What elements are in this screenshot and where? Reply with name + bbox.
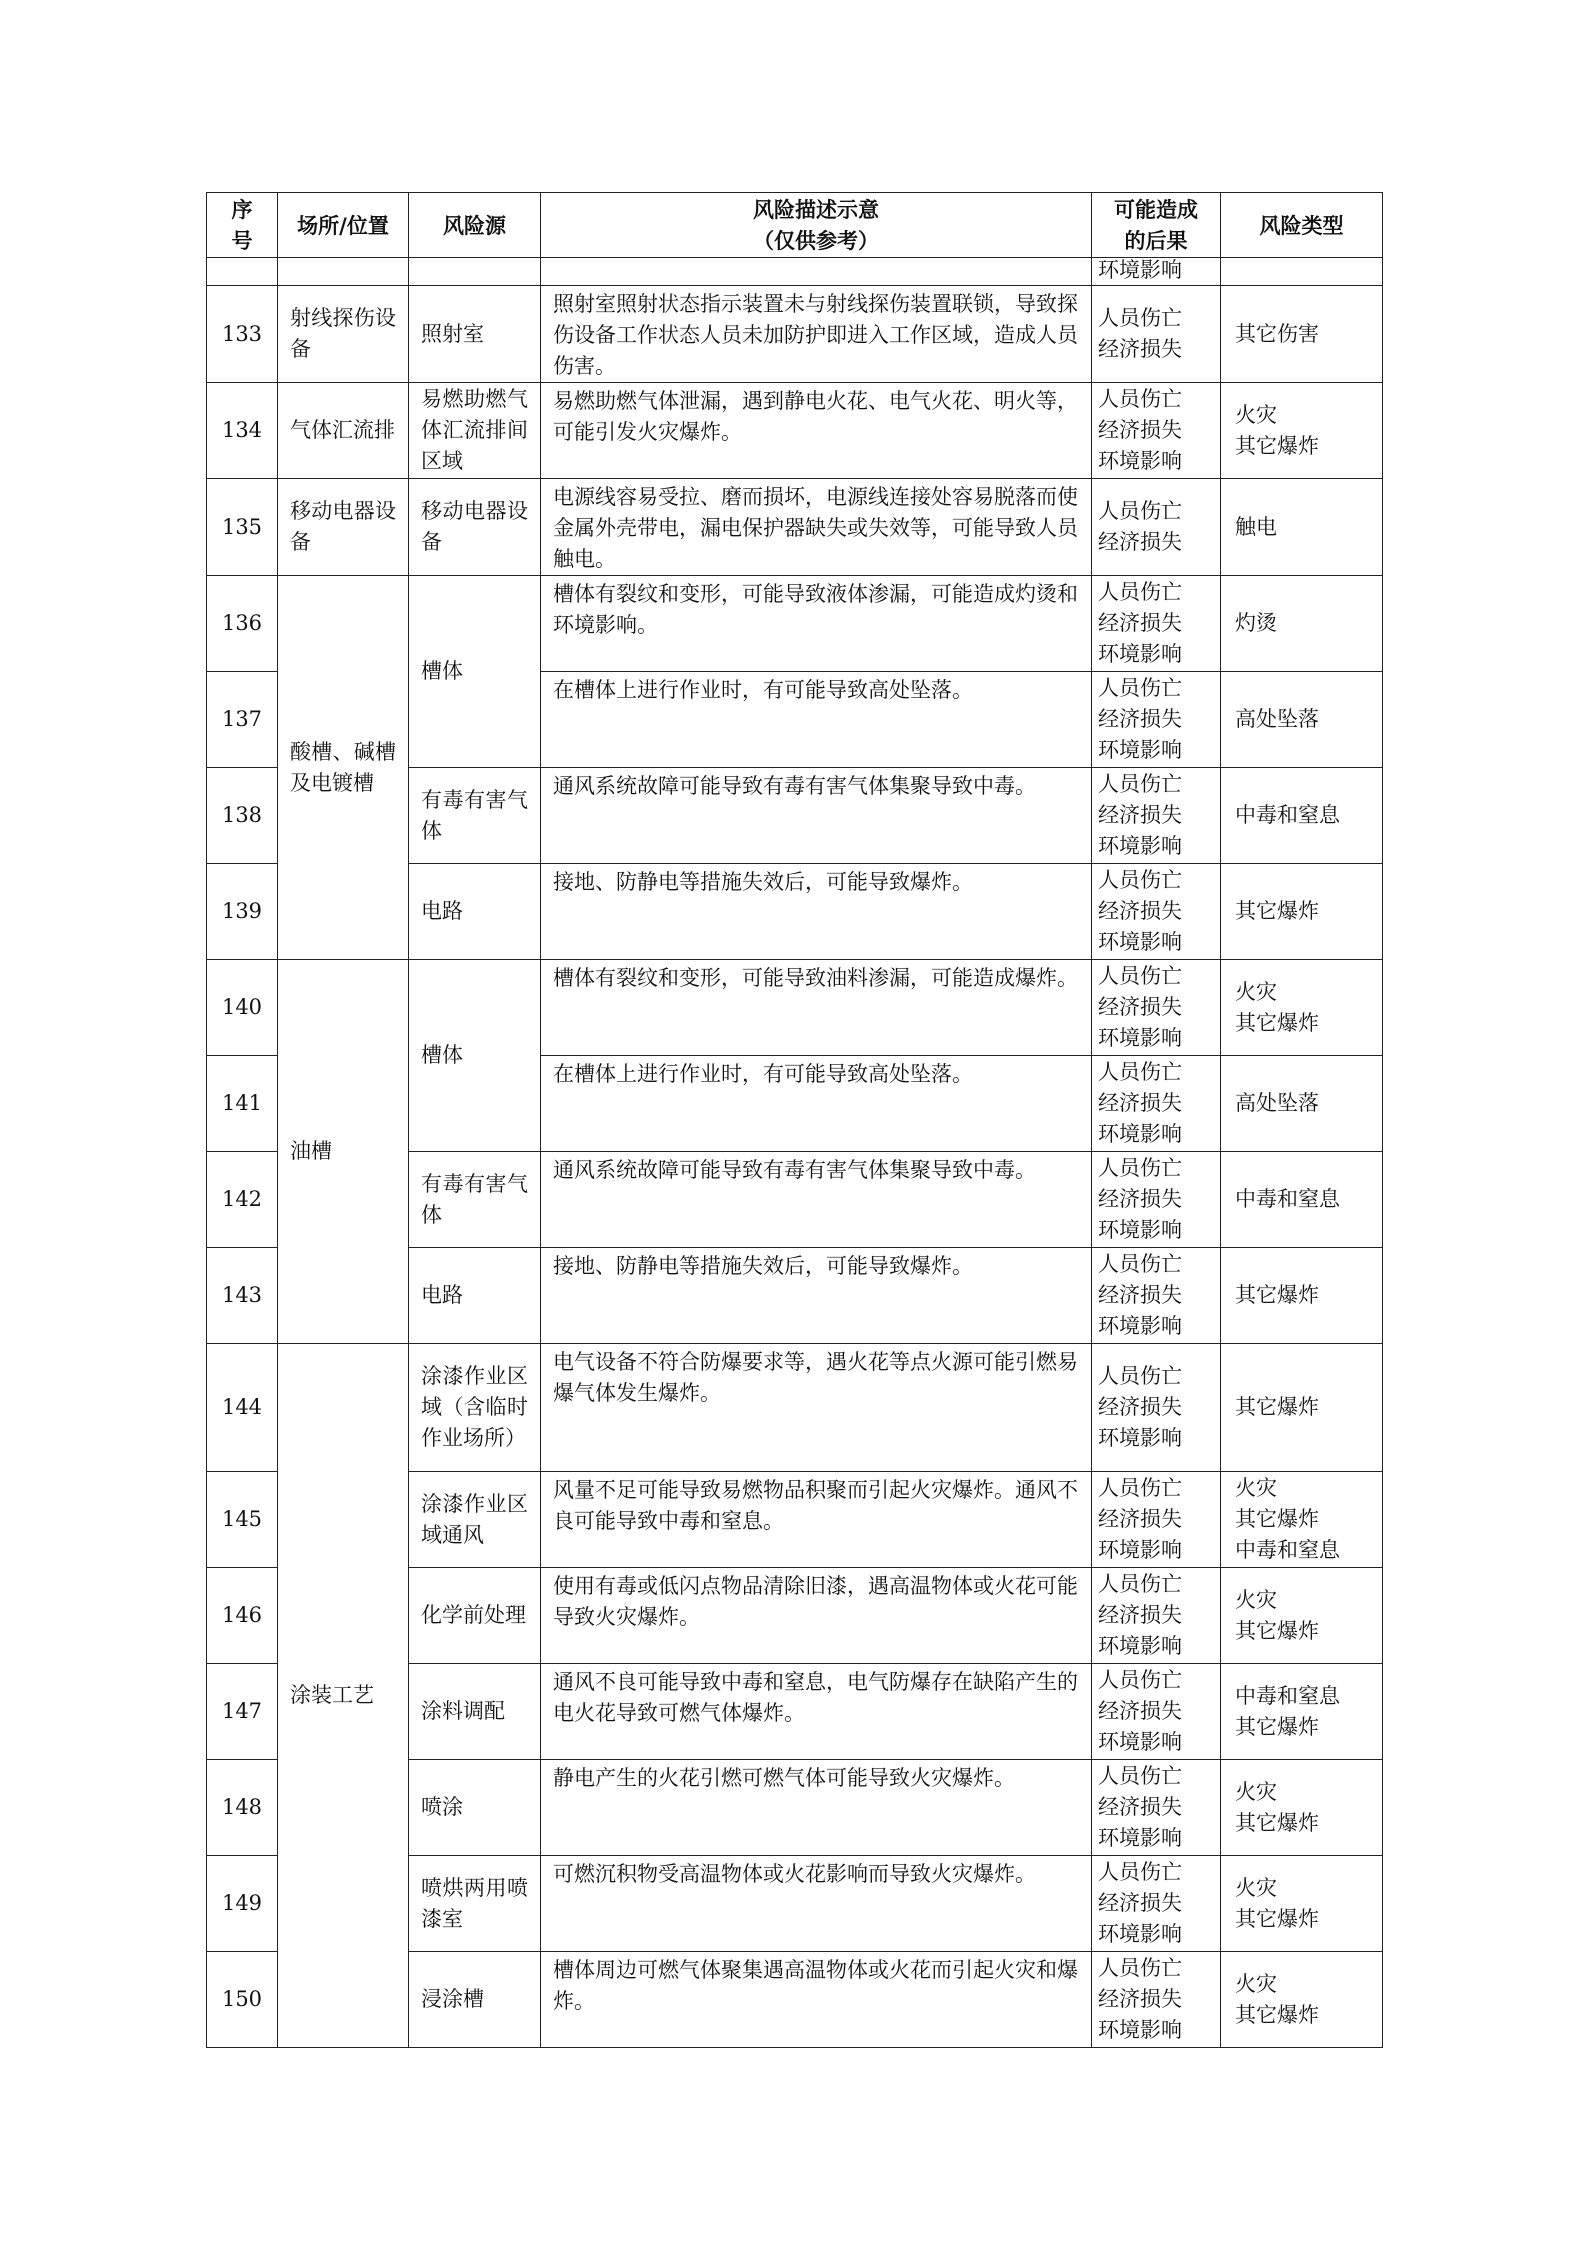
cell-source: 化学前处理: [409, 1568, 541, 1664]
cell-description: 接地、防静电等措施失效后，可能导致爆炸。: [541, 864, 1092, 960]
consequence-line: 人员伤亡: [1098, 1252, 1182, 1276]
consequence-line: 经济损失: [1098, 707, 1182, 731]
cell-risk-type: [1221, 286, 1383, 383]
cell-site: 涂装工艺: [278, 1344, 409, 2048]
consequence-line: 经济损失: [1098, 1603, 1182, 1627]
cell-consequence: [1092, 960, 1221, 1056]
risk-type-line: 火灾: [1235, 402, 1277, 427]
risk-type-line: 其它爆炸: [1235, 1906, 1319, 1931]
cell-no: 144: [207, 1344, 278, 1472]
cell-no: 146: [207, 1568, 278, 1664]
cell-consequence: [1092, 1568, 1221, 1664]
risk-type-line: 其它爆炸: [1235, 1810, 1319, 1835]
cell-risk-type: [1221, 1952, 1383, 2048]
consequence-line: 人员伤亡: [1098, 499, 1182, 523]
consequence-line: 经济损失: [1098, 1091, 1182, 1115]
cell-consequence: [1092, 1472, 1221, 1568]
cell-site: 射线探伤设备: [278, 286, 409, 383]
header-consequence: 可能造成 的后果: [1092, 193, 1221, 258]
cell-no: 147: [207, 1664, 278, 1760]
cell-no: 135: [207, 479, 278, 576]
risk-type-line: 中毒和窒息: [1235, 803, 1340, 827]
cell-description: 通风系统故障可能导致有毒有害气体集聚导致中毒。: [541, 1152, 1092, 1248]
cell-consequence: [1092, 286, 1221, 383]
risk-type-line: 其它爆炸: [1235, 1618, 1319, 1643]
risk-type-line: 其它伤害: [1235, 321, 1319, 346]
risk-type-line: 其它爆炸: [1235, 2002, 1319, 2027]
cell-risk-type: [1221, 1152, 1383, 1248]
cell-no: [207, 258, 278, 286]
consequence-line: 经济损失: [1098, 1395, 1182, 1419]
cell-description: 槽体有裂纹和变形，可能导致油料渗漏，可能造成爆炸。: [541, 960, 1092, 1056]
cell-no: 140: [207, 960, 278, 1056]
cell-source: 照射室: [409, 286, 541, 383]
cell-description: 使用有毒或低闪点物品清除旧漆，遇高温物体或火花可能导致火灾爆炸。: [541, 1568, 1092, 1664]
consequence-line: 人员伤亡: [1098, 1476, 1182, 1500]
cell-source: 喷烘两用喷漆室: [409, 1856, 541, 1952]
consequence-line: 环境影响: [1098, 1730, 1182, 1754]
cell-description: 电气设备不符合防爆要求等，遇火花等点火源可能引燃易爆气体发生爆炸。: [541, 1344, 1092, 1472]
consequence-line: 经济损失: [1098, 1187, 1182, 1211]
table-row: [207, 286, 1383, 383]
consequence-line: 经济损失: [1098, 1795, 1182, 1819]
header-description: 风险描述示意 （仅供参考）: [541, 193, 1092, 258]
consequence-line: 经济损失: [1098, 337, 1182, 361]
header-site: 场所/位置: [278, 193, 409, 258]
risk-type-line: 其它爆炸: [1235, 433, 1319, 458]
risk-type-line: 中毒和窒息: [1235, 1683, 1340, 1708]
cell-risk-type: [1221, 864, 1383, 960]
consequence-line: 经济损失: [1098, 803, 1182, 827]
cell-no: 148: [207, 1760, 278, 1856]
consequence-line: 人员伤亡: [1098, 1572, 1182, 1596]
consequence-line: 环境影响: [1098, 1314, 1182, 1338]
consequence-line: 经济损失: [1098, 1987, 1182, 2011]
cell-risk-type: [1221, 672, 1383, 768]
cell-no: 136: [207, 576, 278, 672]
consequence-line: 人员伤亡: [1098, 868, 1182, 892]
header-row: [207, 193, 1383, 258]
cell-source: 浸涂槽: [409, 1952, 541, 2048]
cell-risk-type: [1221, 1472, 1383, 1568]
risk-type-line: 火灾: [1235, 1875, 1277, 1900]
consequence-line: 经济损失: [1098, 899, 1182, 923]
consequence-line: 环境影响: [1098, 1634, 1182, 1658]
cell-risk-type: [1221, 479, 1383, 576]
cell-source: [409, 258, 541, 286]
table-row: [207, 960, 1383, 1056]
consequence-line: 环境影响: [1098, 834, 1182, 858]
header-source: 风险源: [409, 193, 541, 258]
consequence-line: 经济损失: [1098, 418, 1182, 442]
consequence-line: 环境影响: [1098, 930, 1182, 954]
cell-risk-type: [1221, 383, 1383, 479]
cell-consequence: [1092, 1760, 1221, 1856]
risk-type-line: 火灾: [1235, 1779, 1277, 1804]
consequence-line: 人员伤亡: [1098, 306, 1182, 330]
cell-source: 有毒有害气体: [409, 768, 541, 864]
cell-source: 移动电器设备: [409, 479, 541, 576]
cell-source: 涂漆作业区域通风: [409, 1472, 541, 1568]
cell-description: 接地、防静电等措施失效后，可能导致爆炸。: [541, 1248, 1092, 1344]
cell-consequence: [1092, 1664, 1221, 1760]
cell-consequence: [1092, 864, 1221, 960]
cell-site: 气体汇流排: [278, 383, 409, 479]
consequence-line: 人员伤亡: [1098, 1156, 1182, 1180]
cell-consequence: [1092, 383, 1221, 479]
cell-description: 易燃助燃气体泄漏，遇到静电火花、电气火花、明火等，可能引发火灾爆炸。: [541, 383, 1092, 479]
consequence-line: 经济损失: [1098, 1507, 1182, 1531]
table-row: [207, 479, 1383, 576]
cell-site: 油槽: [278, 960, 409, 1344]
risk-type-line: 其它爆炸: [1235, 1010, 1319, 1035]
cell-description: 槽体周边可燃气体聚集遇高温物体或火花而引起火灾和爆炸。: [541, 1952, 1092, 2048]
consequence-line: 环境影响: [1098, 738, 1182, 762]
cell-description: 照射室照射状态指示装置未与射线探伤装置联锁，导致探伤设备工作状态人员未加防护即进入工作区域，造成人员伤害。: [541, 286, 1092, 383]
consequence-line: 环境影响: [1098, 1122, 1182, 1146]
consequence-line: 人员伤亡: [1098, 1364, 1182, 1388]
cell-no: 142: [207, 1152, 278, 1248]
cell-no: 149: [207, 1856, 278, 1952]
risk-type-line: 高处坠落: [1235, 1091, 1319, 1115]
risk-type-line: 灼烫: [1235, 611, 1277, 635]
cell-site: [278, 258, 409, 286]
risk-type-line: 中毒和窒息: [1235, 1187, 1340, 1211]
cell-risk-type: [1221, 1056, 1383, 1152]
risk-type-line: 中毒和窒息: [1235, 1538, 1340, 1562]
cell-description: [541, 258, 1092, 286]
cell-no: 143: [207, 1248, 278, 1344]
cell-consequence: [1092, 1152, 1221, 1248]
cell-no: 137: [207, 672, 278, 768]
risk-type-line: 其它爆炸: [1235, 899, 1319, 923]
cell-no: 145: [207, 1472, 278, 1568]
cell-no: 139: [207, 864, 278, 960]
cell-no: 141: [207, 1056, 278, 1152]
cell-consequence: [1092, 1248, 1221, 1344]
cell-risk-type: [1221, 1344, 1383, 1472]
cell-consequence: [1092, 1344, 1221, 1472]
cell-consequence: [1092, 576, 1221, 672]
cell-source: 涂料调配: [409, 1664, 541, 1760]
cell-source: 有毒有害气体: [409, 1152, 541, 1248]
cell-risk-type: [1221, 576, 1383, 672]
consequence-line: 环境影响: [1098, 1026, 1182, 1050]
cell-description: 可燃沉积物受高温物体或火花影响而导致火灾爆炸。: [541, 1856, 1092, 1952]
cell-description: 槽体有裂纹和变形，可能导致液体渗漏，可能造成灼烫和环境影响。: [541, 576, 1092, 672]
cell-description: 静电产生的火花引燃可燃气体可能导致火灾爆炸。: [541, 1760, 1092, 1856]
cell-description: 通风不良可能导致中毒和窒息，电气防爆存在缺陷产生的电火花导致可燃气体爆炸。: [541, 1664, 1092, 1760]
cell-source: 槽体: [409, 960, 541, 1152]
consequence-line: 环境影响: [1098, 2018, 1182, 2042]
cell-risk-type: [1221, 1760, 1383, 1856]
risk-type-line: 其它爆炸: [1235, 1507, 1319, 1531]
cell-source: 喷涂: [409, 1760, 541, 1856]
cell-no: 138: [207, 768, 278, 864]
consequence-line: 经济损失: [1098, 611, 1182, 635]
cell-description: 电源线容易受拉、磨而损坏，电源线连接处容易脱落而使金属外壳带电，漏电保护器缺失或失效等，可能导致人员触电。: [541, 479, 1092, 576]
table-row-continued: [207, 258, 1383, 286]
cell-no: 133: [207, 286, 278, 383]
consequence-line: 人员伤亡: [1098, 964, 1182, 988]
consequence-line: 环境影响: [1098, 449, 1182, 473]
consequence-line: 经济损失: [1098, 530, 1182, 554]
consequence-line: 人员伤亡: [1098, 676, 1182, 700]
risk-type-line: 其它爆炸: [1235, 1395, 1319, 1419]
table-row: [207, 383, 1383, 479]
cell-source: 涂漆作业区域（含临时作业场所）: [409, 1344, 541, 1472]
cell-source: 电路: [409, 864, 541, 960]
cell-risk-type: [1221, 768, 1383, 864]
cell-description: 风量不足可能导致易燃物品积聚而引起火灾爆炸。通风不良可能导致中毒和窒息。: [541, 1472, 1092, 1568]
risk-type-line: 火灾: [1235, 1476, 1277, 1500]
risk-type-line: 触电: [1235, 514, 1277, 539]
consequence-line: 人员伤亡: [1098, 1668, 1182, 1692]
cell-consequence: 环境影响: [1092, 258, 1221, 286]
cell-risk-type: [1221, 1568, 1383, 1664]
cell-site: 酸槽、碱槽及电镀槽: [278, 576, 409, 960]
cell-description: 在槽体上进行作业时，有可能导致高处坠落。: [541, 672, 1092, 768]
cell-consequence: [1092, 479, 1221, 576]
consequence-line: 环境影响: [1098, 1538, 1182, 1562]
consequence-line: 经济损失: [1098, 1699, 1182, 1723]
cell-no: 150: [207, 1952, 278, 2048]
cell-source: 槽体: [409, 576, 541, 768]
cell-consequence: [1092, 1056, 1221, 1152]
risk-table: [206, 192, 1383, 2048]
header-no: 序 号: [207, 193, 278, 258]
cell-source: 电路: [409, 1248, 541, 1344]
consequence-line: 人员伤亡: [1098, 1956, 1182, 1980]
cell-risk-type: [1221, 1248, 1383, 1344]
consequence-line: 人员伤亡: [1098, 1060, 1182, 1084]
consequence-line: 经济损失: [1098, 995, 1182, 1019]
consequence-line: 人员伤亡: [1098, 387, 1182, 411]
consequence-line: 环境影响: [1098, 1826, 1182, 1850]
cell-consequence: [1092, 768, 1221, 864]
header-risk-type: 风险类型: [1221, 193, 1383, 258]
consequence-line: 人员伤亡: [1098, 1860, 1182, 1884]
consequence-line: 人员伤亡: [1098, 772, 1182, 796]
risk-type-line: 火灾: [1235, 979, 1277, 1004]
cell-risk-type: [1221, 258, 1383, 286]
cell-consequence: [1092, 1856, 1221, 1952]
cell-consequence: [1092, 672, 1221, 768]
cell-source: 易燃助燃气体汇流排间区域: [409, 383, 541, 479]
cell-site: 移动电器设备: [278, 479, 409, 576]
consequence-line: 经济损失: [1098, 1283, 1182, 1307]
consequence-line: 经济损失: [1098, 1891, 1182, 1915]
cell-no: 134: [207, 383, 278, 479]
consequence-line: 环境影响: [1098, 1922, 1182, 1946]
risk-type-line: 高处坠落: [1235, 707, 1319, 731]
risk-type-line: 火灾: [1235, 1587, 1277, 1612]
cell-risk-type: [1221, 1664, 1383, 1760]
cell-consequence: [1092, 1952, 1221, 2048]
consequence-line: 人员伤亡: [1098, 580, 1182, 604]
table-row: [207, 1344, 1383, 1472]
cell-description: 在槽体上进行作业时，有可能导致高处坠落。: [541, 1056, 1092, 1152]
consequence-line: 环境影响: [1098, 642, 1182, 666]
consequence-line: 人员伤亡: [1098, 1764, 1182, 1788]
consequence-line: 环境影响: [1098, 1218, 1182, 1242]
risk-type-line: 其它爆炸: [1235, 1283, 1319, 1307]
risk-type-line: 火灾: [1235, 1971, 1277, 1996]
cell-risk-type: [1221, 1856, 1383, 1952]
consequence-line: 环境影响: [1098, 1426, 1182, 1450]
cell-risk-type: [1221, 960, 1383, 1056]
cell-description: 通风系统故障可能导致有毒有害气体集聚导致中毒。: [541, 768, 1092, 864]
table-row: [207, 576, 1383, 672]
risk-type-line: 其它爆炸: [1235, 1714, 1319, 1739]
